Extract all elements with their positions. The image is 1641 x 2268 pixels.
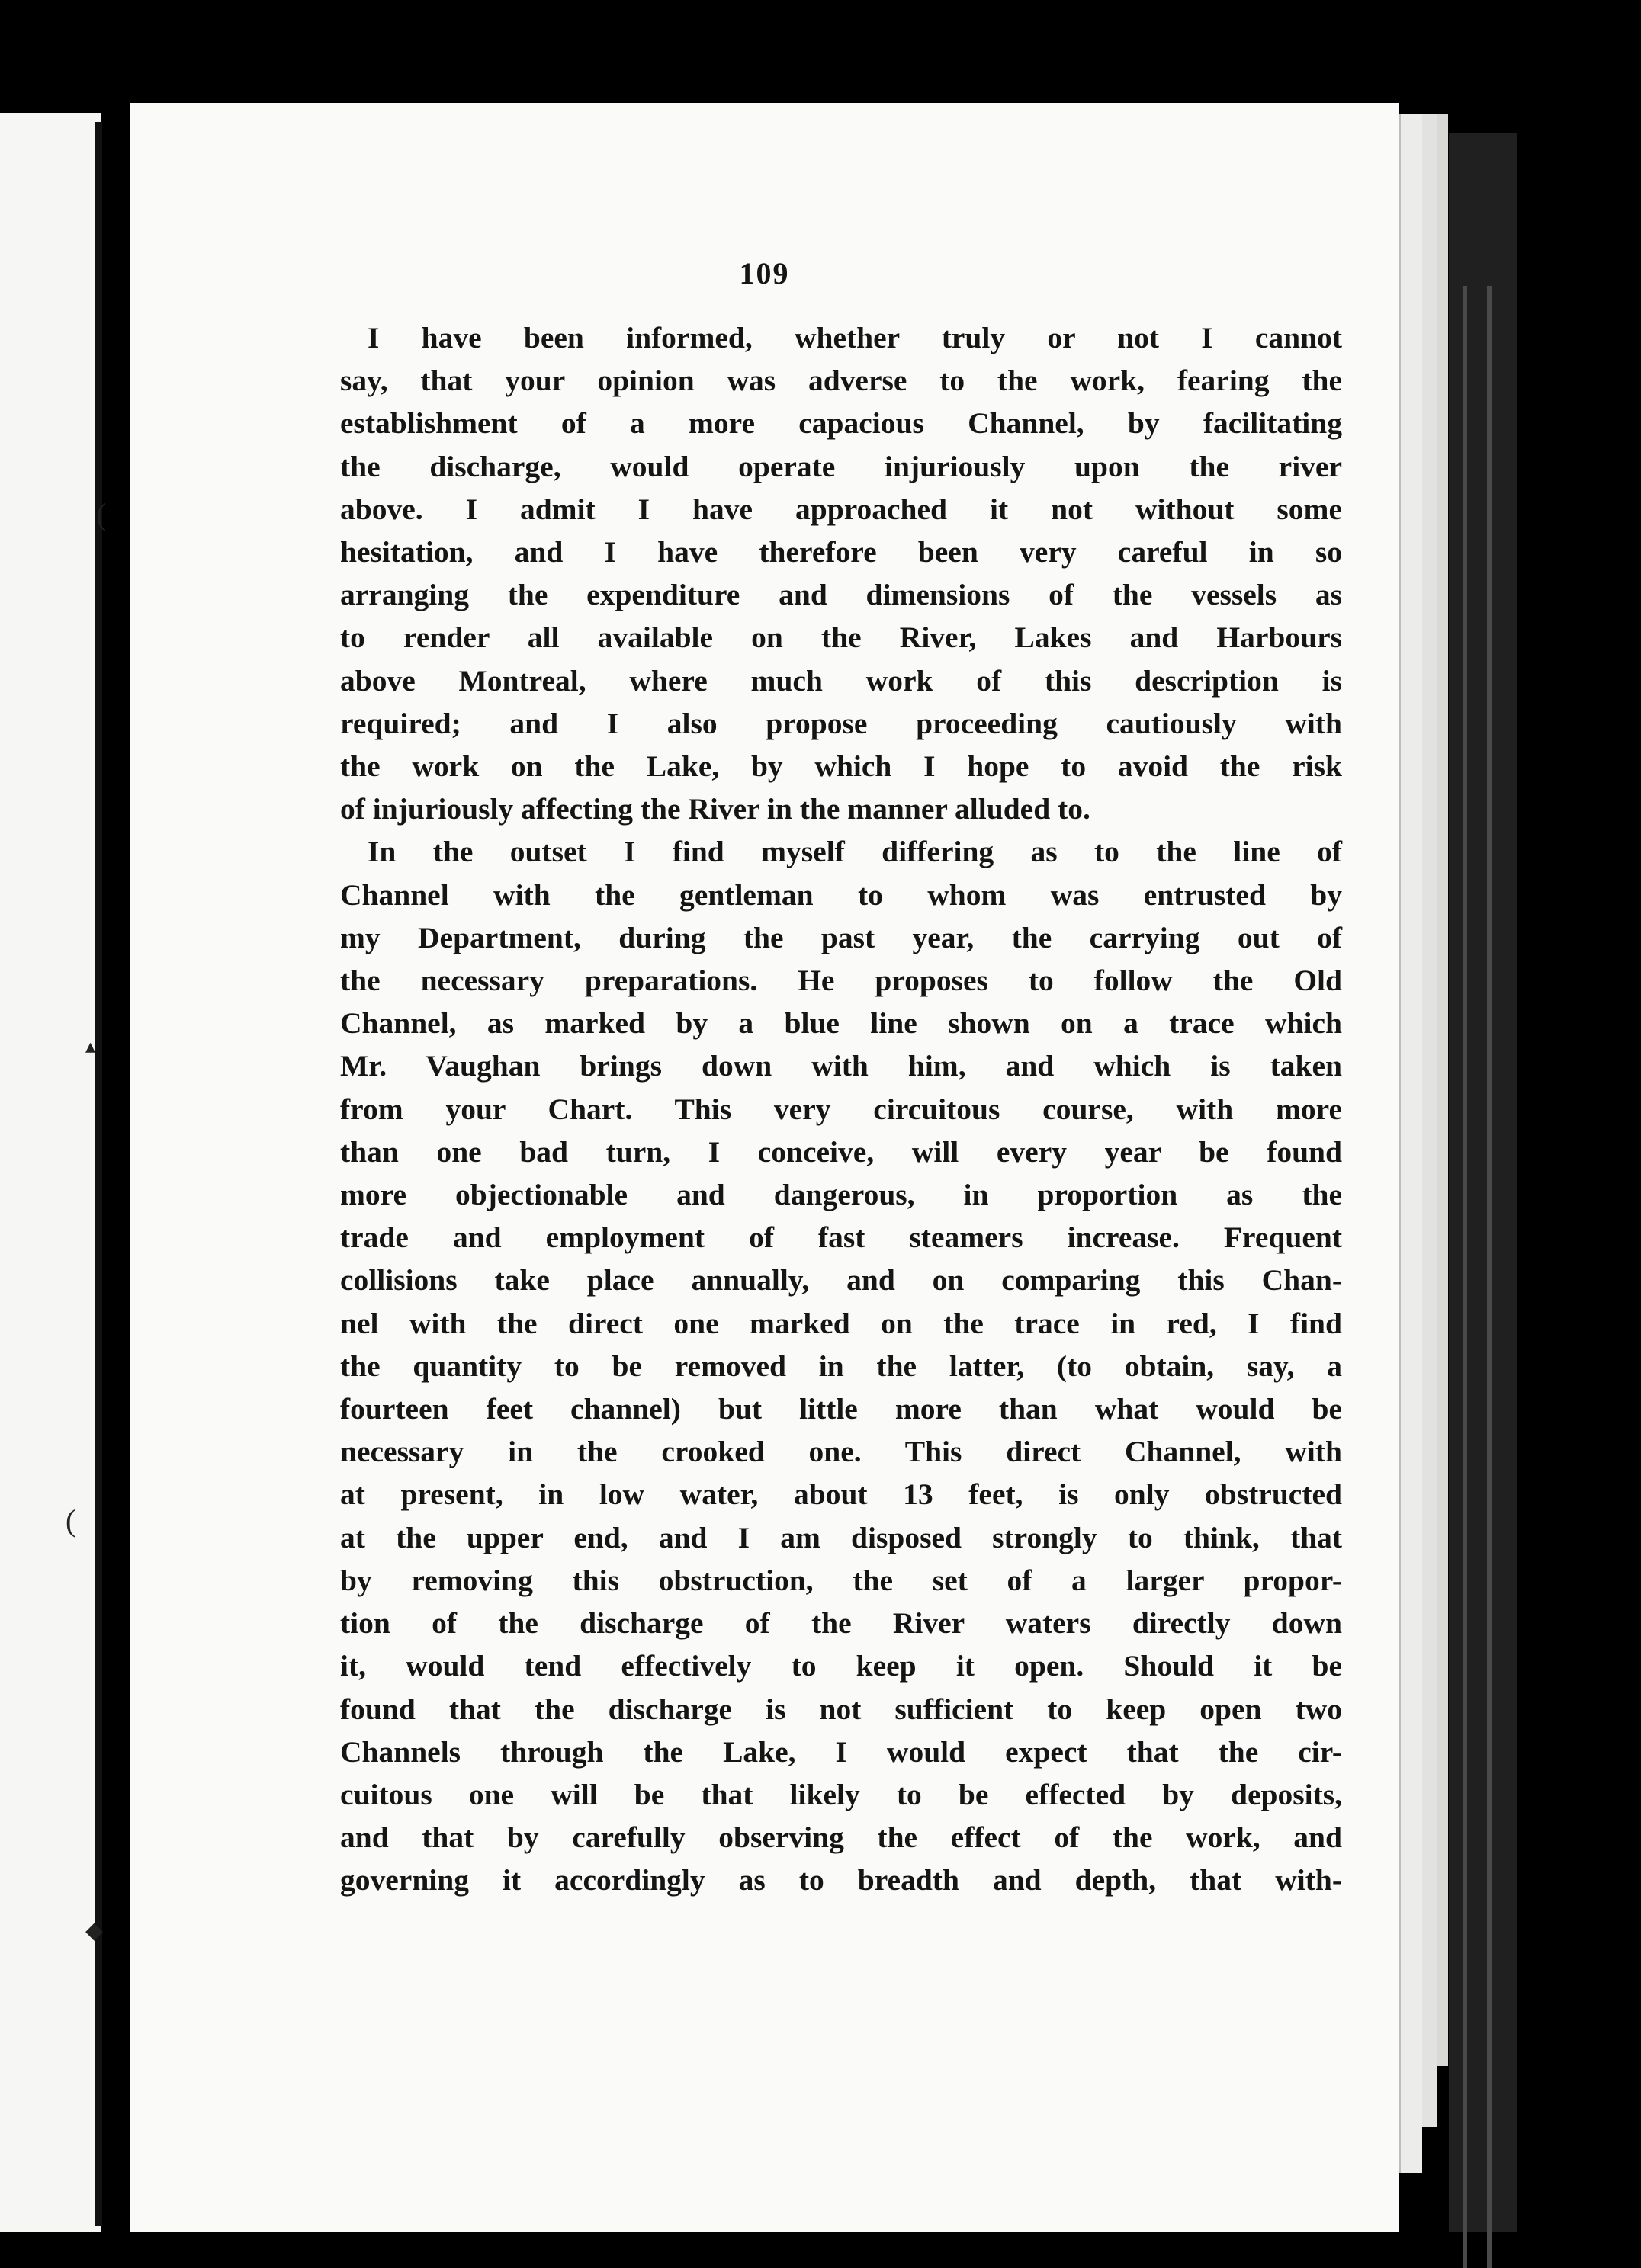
text-line: and that by carefully observing the effect of the work, and (340, 1820, 1342, 1855)
text-line: collisions take place annually, and on comparing this Chan- (340, 1263, 1342, 1298)
page-edge (1436, 114, 1448, 2066)
text-line: to render all available on the River, Lakes and Harbours (340, 621, 1342, 655)
text-line: above Montreal, where much work of this description is (340, 663, 1342, 698)
text-line: establishment of a more capacious Channel, by facilitating (340, 406, 1342, 441)
text-line: In the outset I find myself differing as to the line of (368, 835, 1342, 869)
text-line: fourteen feet channel) but little more than what would be (340, 1392, 1342, 1426)
text-line: of injuriously affecting the River in the manner alluded to. (340, 792, 1090, 826)
text-line: Channels through the Lake, I would expect that the cir- (340, 1734, 1342, 1769)
text-line: Mr. Vaughan brings down with him, and which is taken (340, 1049, 1342, 1083)
text-line: by removing this obstruction, the set of a larger propor- (340, 1563, 1342, 1597)
text-line: the necessary preparations. He proposes to follow the Old (340, 964, 1342, 998)
paragraph (313, 316, 1342, 830)
text-line: Channel, as marked by a blue line shown on a trace which (340, 1006, 1342, 1041)
margin-mark: ( (96, 497, 107, 531)
text-line: necessary in the crooked one. This direct Channel, with (340, 1435, 1342, 1469)
text-line: the discharge, would operate injuriously upon the river (340, 449, 1342, 483)
page-edge (1399, 114, 1422, 2173)
paragraph (313, 830, 1342, 1901)
text-line: hesitation, and I have therefore been very careful in so (340, 535, 1342, 569)
text-line: governing it accordingly as to breadth and depth, that with- (340, 1863, 1342, 1897)
spine-stripe (1463, 286, 1467, 2268)
text-line: found that the discharge is not sufficient to keep open two (340, 1692, 1342, 1726)
text-line: it, would tend effectively to keep it open. Should it be (340, 1649, 1342, 1683)
text-line: the work on the Lake, by which I hope to avoid the risk (340, 749, 1342, 784)
book-spine (1449, 133, 1517, 2232)
text-line: cuitous one will be that likely to be effected by deposits, (340, 1777, 1342, 1811)
margin-mark: ◆ (85, 1918, 104, 1943)
page-number: 109 (739, 256, 790, 290)
text-line: nel with the direct one marked on the trace in red, I find (340, 1306, 1342, 1340)
text-line: from your Chart. This very circuitous course, with more (340, 1092, 1342, 1126)
book-page (130, 103, 1399, 2232)
previous-page-edge (0, 113, 104, 2232)
spine-stripe (1487, 286, 1492, 2268)
text-line: say, that your opinion was adverse to the work, fearing the (340, 364, 1342, 398)
text-line: trade and employment of fast steamers increase. Frequent (340, 1221, 1342, 1255)
text-line: my Department, during the past year, the carrying out of (340, 920, 1342, 954)
text-line: Channel with the gentleman to whom was entrusted by (340, 877, 1342, 912)
text-line: required; and I also propose proceeding cautiously with (340, 706, 1342, 740)
text-line: arranging the expenditure and dimensions of the vessels as (340, 578, 1342, 612)
text-line: more objectionable and dangerous, in proportion as the (340, 1178, 1342, 1212)
text-line: I have been informed, whether truly or not I cannot (368, 321, 1342, 354)
body-text (313, 316, 1342, 1902)
text-line: tion of the discharge of the River waters directly down (340, 1606, 1342, 1641)
gutter-shadow (95, 122, 102, 2226)
text-line: at the upper end, and I am disposed strongly to think, that (340, 1520, 1342, 1554)
margin-mark: ( (66, 1503, 76, 1538)
page-edge (1421, 114, 1437, 2127)
text-line: the quantity to be removed in the latter, (to obtain, say, a (340, 1349, 1342, 1383)
text-line: than one bad turn, I conceive, will every year be found (340, 1134, 1342, 1169)
text-line: at present, in low water, about 13 feet, is only obstructed (340, 1477, 1342, 1512)
text-line: above. I admit I have approached it not without some (340, 492, 1342, 526)
margin-mark: ▴ (85, 1035, 96, 1057)
